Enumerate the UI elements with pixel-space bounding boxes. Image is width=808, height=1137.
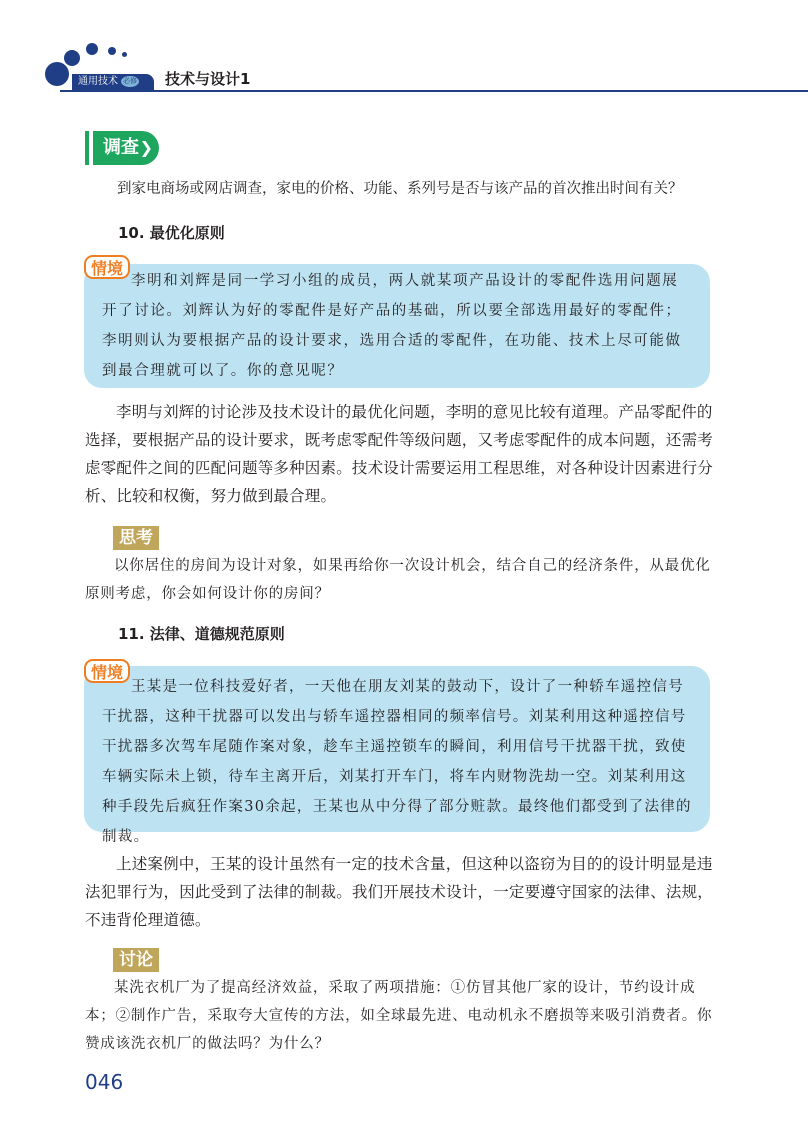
section-11-heading: 11. 法律、道德规范原则 <box>118 625 285 643</box>
section-11-body: 上述案例中，王某的设计虽然有一定的技术含量，但这种以盗窃为目的的设计明显是违法犯罪行为，因此受到了法律的制裁。我们开展技术设计，一定要遵守国家的法律、法规，不违背伦理道德。 <box>85 855 714 929</box>
book-name: 通用技术 <box>78 76 118 87</box>
section-10-body: 李明与刘辉的讨论涉及技术设计的最优化问题，李明的意见比较有道理。产品零配件的选择，要根据产品的设计要求，既考虑零配件等级问题，又考虑零配件的成本问题，还需考虑零配件之间的匹配问题等多种因素。技术设计需要运用工程思维，对各种设计因素进行分析、比较和权衡，努力做到最合理。 <box>85 403 714 505</box>
scene-label-10: 情境 <box>84 255 130 279</box>
think-text-content: 以你居住的房间为设计对象，如果再给你一次设计机会，结合自己的经济条件，从最优化原则考虑，你会如何设计你的房间？ <box>85 558 711 602</box>
header-dot-micro <box>122 52 127 57</box>
header-dot-tiny <box>108 47 116 55</box>
scene-text-10: 李明和刘辉是同一学习小组的成员，两人就某项产品设计的零配件选用问题展开了讨论。刘辉认为好的零配件是好产品的基础，所以要全部选用最好的零配件；李明则认为要根据产品的设计要求，选用合适的零配件，在功能、技术上尽可能做到最合理就可以了。你的意见呢？ <box>102 273 682 379</box>
header-dot-small <box>86 43 98 55</box>
discuss-text <box>85 974 715 1058</box>
chapter-title: 技术与设计1 <box>165 70 251 88</box>
survey-label: 调查 <box>103 137 139 158</box>
think-label: 思考 <box>113 526 159 550</box>
discuss-text-content: 某洗衣机厂为了提高经济效益，采取了两项措施：①仿冒其他厂家的设计，节约设计成本；②制作广告，采取夸大宣传的方法，如全球最先进、电动机永不磨损等来吸引消费者。你赞成该洗衣机厂的做法吗？为什么？ <box>85 980 713 1052</box>
scene-box-10 <box>84 264 710 388</box>
book-tag: 必修 <box>123 77 137 85</box>
header-dot-medium <box>64 50 80 66</box>
book-name-badge <box>72 74 154 90</box>
scene-box-11 <box>84 666 710 845</box>
survey-label-box <box>93 131 159 165</box>
scene-text-11: 王某是一位科技爱好者，一天他在朋友刘某的鼓动下，设计了一种轿车遥控信号干扰器，这种干扰器可以发出与轿车遥控器相同的频率信号。刘某利用这种遥控信号干扰器多次驾车尾随作案对象，趁车主遥控锁车的瞬间，利用信号干扰器干扰，致使车辆实际未上锁，待车主离开后，刘某打开车门，将车内财物洗劫一空。刘某利用这种手段先后疯狂作案30余起，王某也从中分得了部分赃款。最终他们都受到了法律的制裁。 <box>102 679 692 845</box>
chevron-right-icon: ❯ <box>139 138 153 157</box>
section-10-heading: 10. 最优化原则 <box>118 224 225 242</box>
survey-accent-bar <box>85 131 89 165</box>
header-rule <box>60 90 808 92</box>
think-text <box>85 552 715 608</box>
survey-text: 到家电商场或网店调查，家电的价格、功能、系列号是否与该产品的首次推出时间有关？ <box>117 181 683 197</box>
scene-label-11: 情境 <box>84 659 130 683</box>
header-dot-large <box>45 62 69 86</box>
page-number: 046 <box>85 1070 124 1094</box>
discuss-label: 讨论 <box>113 948 159 972</box>
